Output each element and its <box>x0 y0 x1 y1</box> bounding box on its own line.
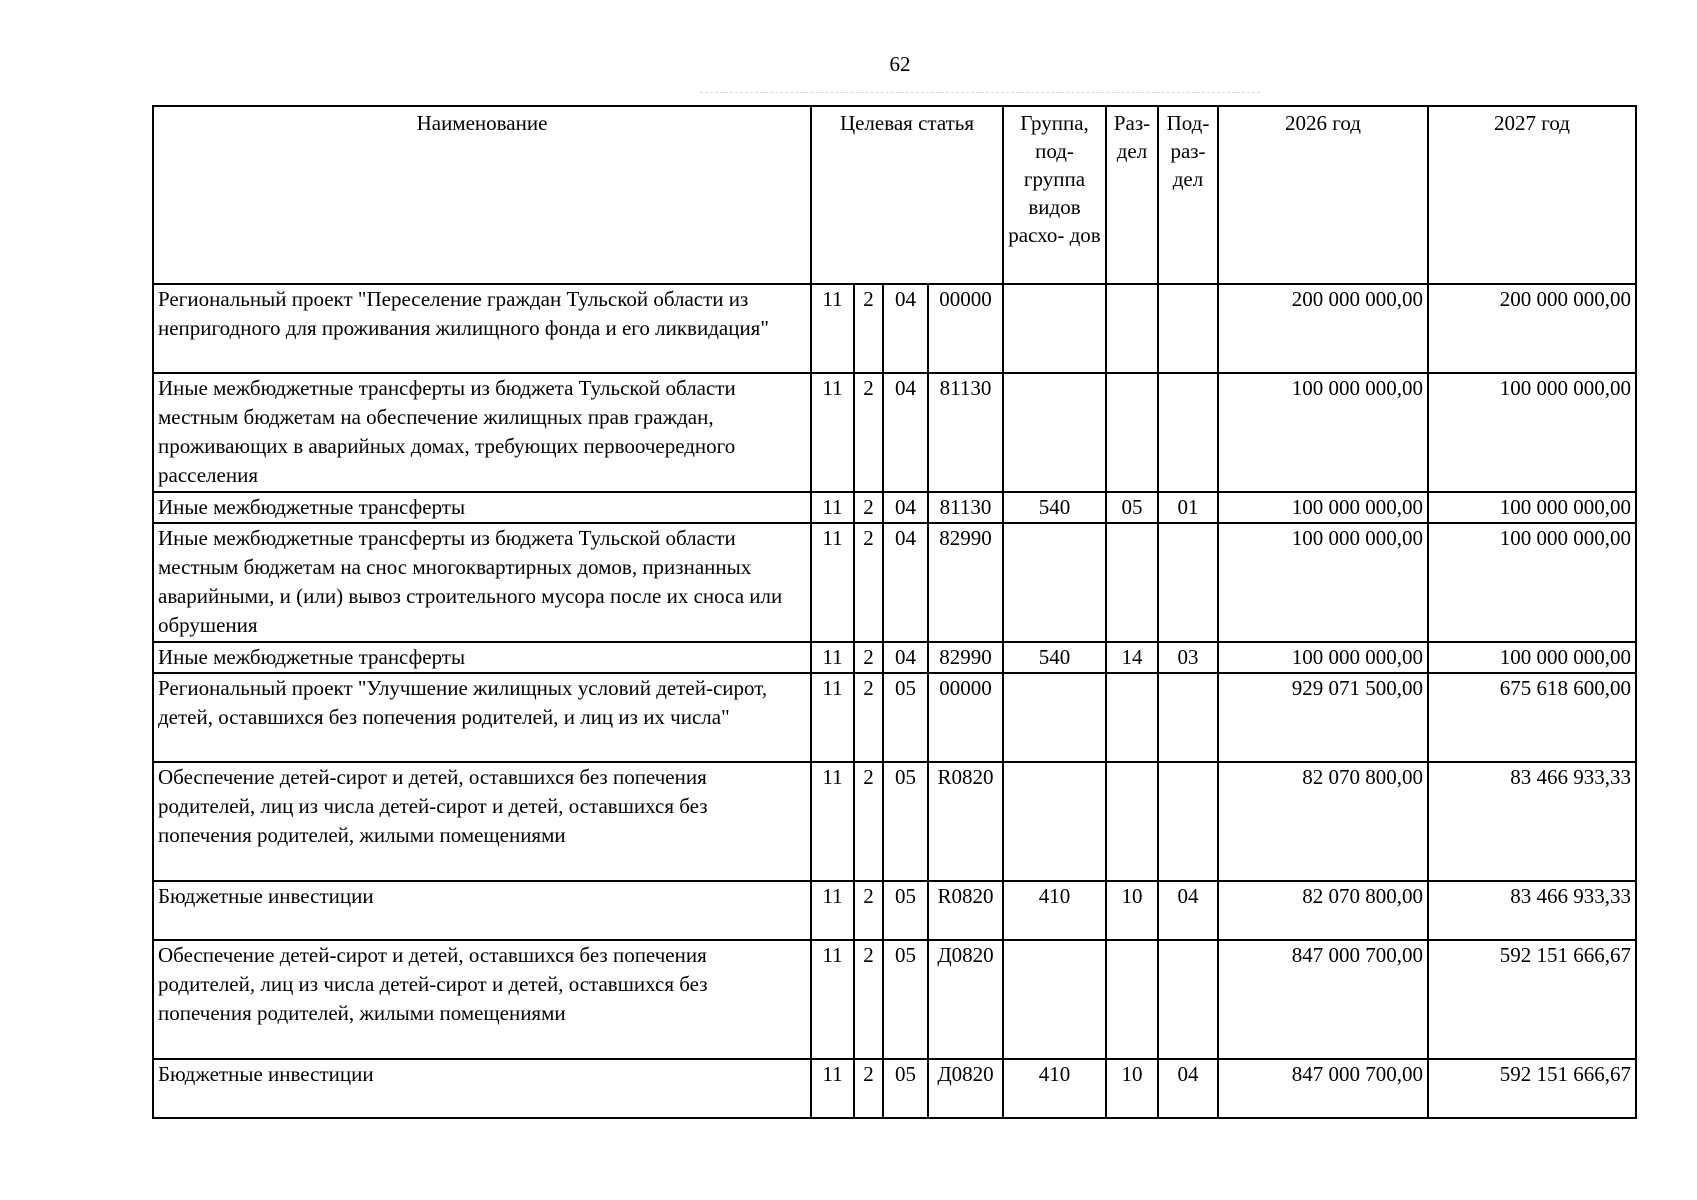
article-direction: Д0820 <box>928 940 1003 1059</box>
amount-2027: 100 000 000,00 <box>1428 642 1636 673</box>
table-header-row <box>153 106 1636 284</box>
subsection: 01 <box>1158 492 1218 523</box>
article-direction: 82990 <box>928 642 1003 673</box>
article-program: 11 <box>811 284 854 373</box>
article-direction: 81130 <box>928 492 1003 523</box>
amount-2026: 100 000 000,00 <box>1218 523 1428 642</box>
amount-2027: 100 000 000,00 <box>1428 492 1636 523</box>
amount-2026: 100 000 000,00 <box>1218 492 1428 523</box>
article-program: 11 <box>811 673 854 762</box>
article-event: 04 <box>883 284 928 373</box>
article-subprogram: 2 <box>854 1059 883 1118</box>
article-event: 05 <box>883 1059 928 1118</box>
section <box>1106 373 1158 492</box>
expense-group: 410 <box>1003 881 1106 940</box>
article-program: 11 <box>811 881 854 940</box>
article-program: 11 <box>811 492 854 523</box>
subsection <box>1158 673 1218 762</box>
article-subprogram: 2 <box>854 284 883 373</box>
subsection <box>1158 762 1218 881</box>
amount-2027: 83 466 933,33 <box>1428 881 1636 940</box>
article-program: 11 <box>811 1059 854 1118</box>
section: 05 <box>1106 492 1158 523</box>
article-program: 11 <box>811 940 854 1059</box>
amount-2026: 847 000 700,00 <box>1218 940 1428 1059</box>
article-subprogram: 2 <box>854 492 883 523</box>
section: 10 <box>1106 1059 1158 1118</box>
section <box>1106 523 1158 642</box>
amount-2027: 83 466 933,33 <box>1428 762 1636 881</box>
article-direction: 82990 <box>928 523 1003 642</box>
amount-2027: 592 151 666,67 <box>1428 940 1636 1059</box>
article-event: 04 <box>883 642 928 673</box>
expense-group: 410 <box>1003 1059 1106 1118</box>
header-expense-group: Группа, под- группа видов расхо- дов <box>1003 106 1106 284</box>
amount-2027: 100 000 000,00 <box>1428 523 1636 642</box>
expense-group <box>1003 523 1106 642</box>
table-row <box>153 492 1636 523</box>
row-name: Региональный проект "Переселение граждан Тульской области из непригодного для проживания жилищного фонда и его ликвидация" <box>153 284 811 373</box>
header-year-2027: 2027 год <box>1428 106 1636 284</box>
section <box>1106 940 1158 1059</box>
article-direction: 00000 <box>928 284 1003 373</box>
section: 14 <box>1106 642 1158 673</box>
article-program: 11 <box>811 642 854 673</box>
amount-2027: 200 000 000,00 <box>1428 284 1636 373</box>
expense-group <box>1003 673 1106 762</box>
section <box>1106 673 1158 762</box>
table-row <box>153 940 1636 1059</box>
article-event: 05 <box>883 673 928 762</box>
amount-2026: 100 000 000,00 <box>1218 373 1428 492</box>
table-row <box>153 1059 1636 1118</box>
article-event: 05 <box>883 881 928 940</box>
article-event: 04 <box>883 492 928 523</box>
subsection: 04 <box>1158 1059 1218 1118</box>
article-subprogram: 2 <box>854 881 883 940</box>
article-direction: R0820 <box>928 881 1003 940</box>
section <box>1106 284 1158 373</box>
subsection <box>1158 373 1218 492</box>
expense-group <box>1003 284 1106 373</box>
row-name: Иные межбюджетные трансферты из бюджета Тульской области местным бюджетам на снос многоквартирных домов, признанных аварийными, и (или) вывоз строительного мусора после их сноса или обрушения <box>153 523 811 642</box>
row-name: Иные межбюджетные трансферты <box>153 492 811 523</box>
expense-group: 540 <box>1003 492 1106 523</box>
header-subsection: Под- раз- дел <box>1158 106 1218 284</box>
section: 10 <box>1106 881 1158 940</box>
header-year-2026: 2026 год <box>1218 106 1428 284</box>
row-name: Бюджетные инвестиции <box>153 1059 811 1118</box>
expense-group <box>1003 373 1106 492</box>
article-program: 11 <box>811 373 854 492</box>
section <box>1106 762 1158 881</box>
row-name: Бюджетные инвестиции <box>153 881 811 940</box>
page-number: 62 <box>889 52 911 76</box>
header-name: Наименование <box>153 106 811 284</box>
article-direction: 81130 <box>928 373 1003 492</box>
table-row <box>153 373 1636 492</box>
article-event: 04 <box>883 373 928 492</box>
expense-group <box>1003 762 1106 881</box>
row-name: Региональный проект "Улучшение жилищных условий детей-сирот, детей, оставшихся без попечения родителей, и лиц из их числа" <box>153 673 811 762</box>
header-target-article: Целевая статья <box>811 106 1003 284</box>
amount-2027: 675 618 600,00 <box>1428 673 1636 762</box>
amount-2026: 82 070 800,00 <box>1218 762 1428 881</box>
subsection <box>1158 940 1218 1059</box>
amount-2026: 200 000 000,00 <box>1218 284 1428 373</box>
article-event: 05 <box>883 762 928 881</box>
article-direction: 00000 <box>928 673 1003 762</box>
subsection <box>1158 284 1218 373</box>
amount-2026: 847 000 700,00 <box>1218 1059 1428 1118</box>
article-subprogram: 2 <box>854 373 883 492</box>
subsection: 04 <box>1158 881 1218 940</box>
scan-artifact-line <box>700 92 1260 93</box>
article-subprogram: 2 <box>854 642 883 673</box>
subsection <box>1158 523 1218 642</box>
expense-group: 540 <box>1003 642 1106 673</box>
article-subprogram: 2 <box>854 523 883 642</box>
table-row <box>153 523 1636 642</box>
table-row <box>153 762 1636 881</box>
header-section: Раз- дел <box>1106 106 1158 284</box>
table-row <box>153 642 1636 673</box>
amount-2027: 100 000 000,00 <box>1428 373 1636 492</box>
article-direction: R0820 <box>928 762 1003 881</box>
table-row <box>153 284 1636 373</box>
table-row <box>153 673 1636 762</box>
article-event: 05 <box>883 940 928 1059</box>
article-event: 04 <box>883 523 928 642</box>
table-row <box>153 881 1636 940</box>
row-name: Иные межбюджетные трансферты из бюджета Тульской области местным бюджетам на обеспечение жилищных прав граждан, проживающих в аварийных домах, требующих первоочередного расселения <box>153 373 811 492</box>
article-program: 11 <box>811 523 854 642</box>
amount-2026: 100 000 000,00 <box>1218 642 1428 673</box>
row-name: Иные межбюджетные трансферты <box>153 642 811 673</box>
amount-2026: 82 070 800,00 <box>1218 881 1428 940</box>
amount-2027: 592 151 666,67 <box>1428 1059 1636 1118</box>
row-name: Обеспечение детей-сирот и детей, оставшихся без попечения родителей, лиц из числа детей-сирот и детей, оставшихся без попечения родителей, жилыми помещениями <box>153 940 811 1059</box>
article-subprogram: 2 <box>854 940 883 1059</box>
article-subprogram: 2 <box>854 762 883 881</box>
article-direction: Д0820 <box>928 1059 1003 1118</box>
article-subprogram: 2 <box>854 673 883 762</box>
expense-group <box>1003 940 1106 1059</box>
subsection: 03 <box>1158 642 1218 673</box>
row-name: Обеспечение детей-сирот и детей, оставшихся без попечения родителей, лиц из числа детей-сирот и детей, оставшихся без попечения родителей, жилыми помещениями <box>153 762 811 881</box>
amount-2026: 929 071 500,00 <box>1218 673 1428 762</box>
article-program: 11 <box>811 762 854 881</box>
budget-table <box>152 105 1637 1119</box>
